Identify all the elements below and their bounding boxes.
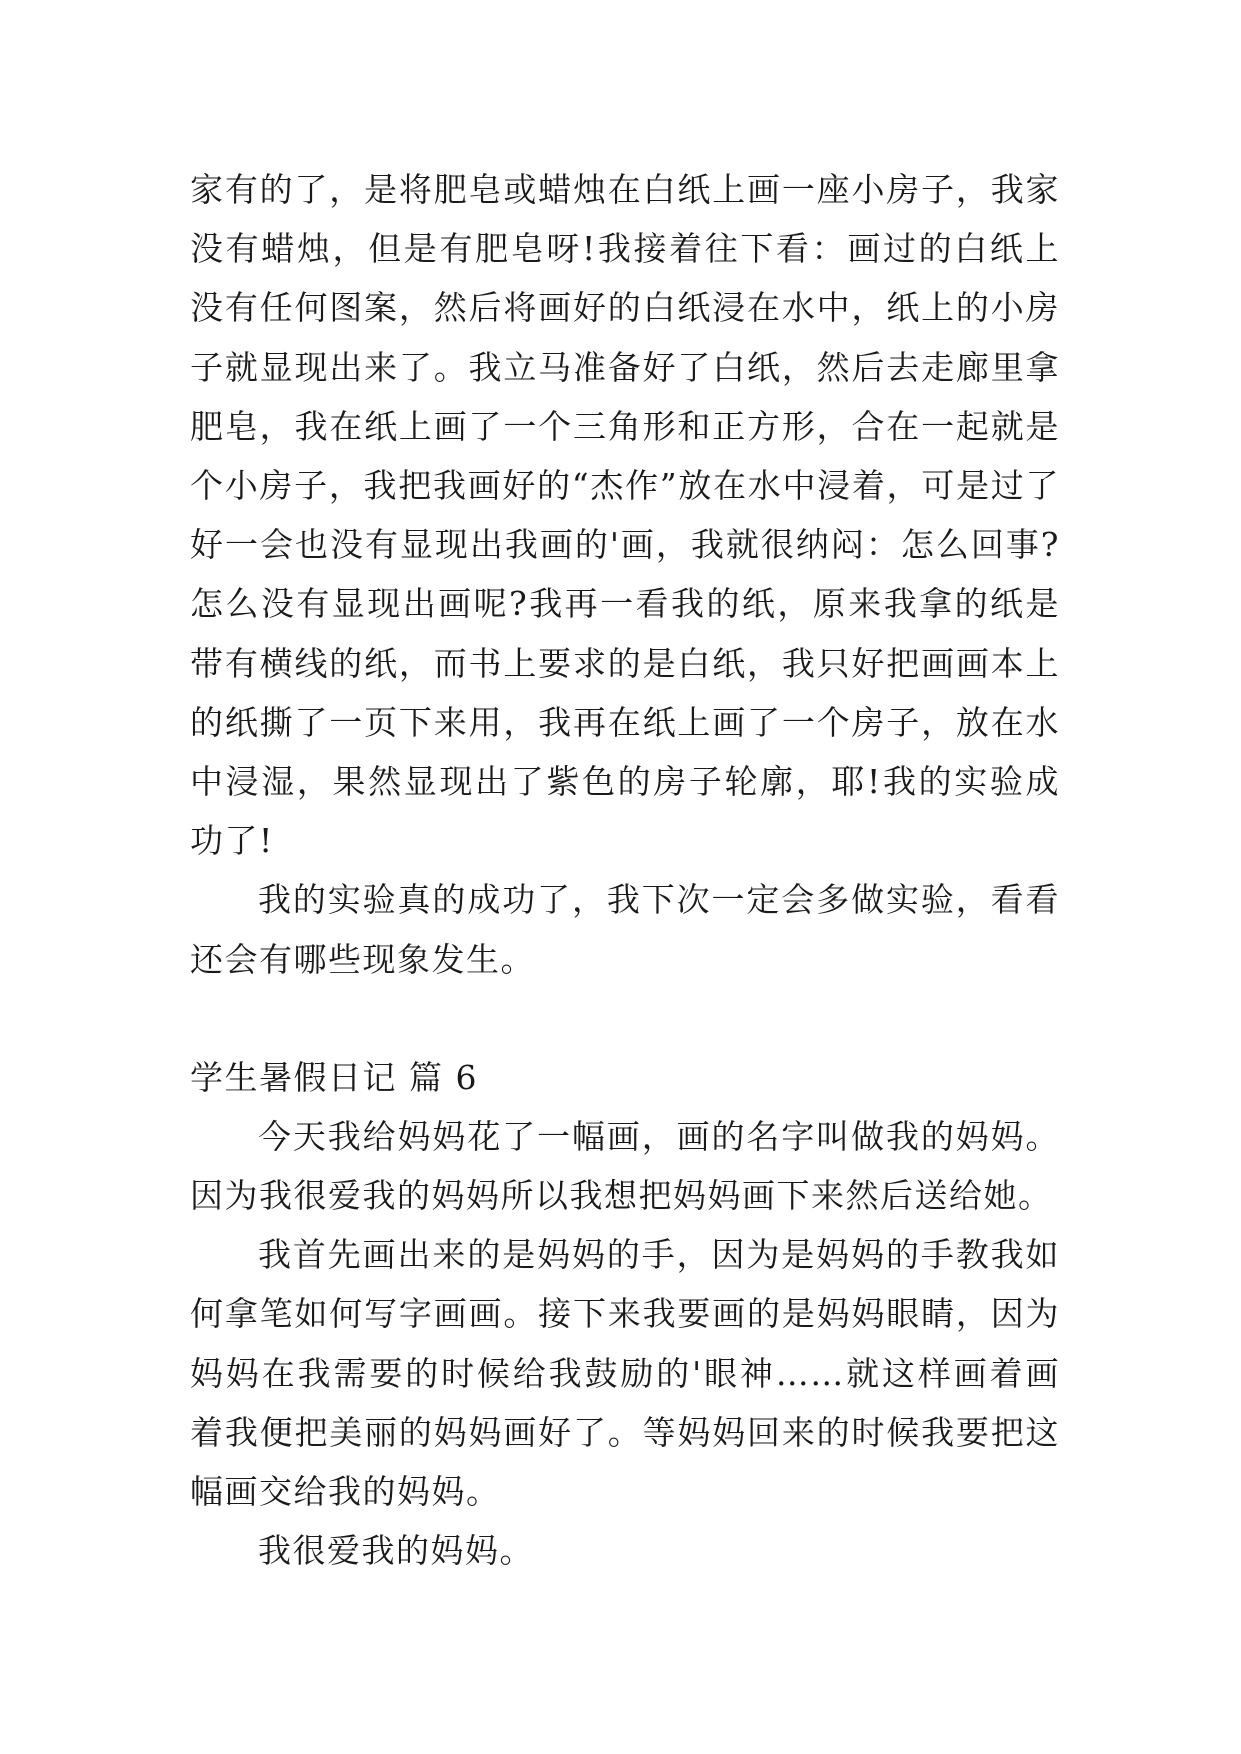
section-title: 学生暑假日记 篇 6: [190, 1057, 478, 1097]
continuation-paragraph-2: 我的实验真的成功了，我下次一定会多做实验，看看还会有哪些现象发生。: [190, 880, 1060, 979]
section-paragraph-3: 我很爱我的妈妈。: [258, 1531, 534, 1571]
section-paragraph-1: 今天我给妈妈花了一幅画，画的名字叫做我的妈妈。因为我很爱我的妈妈所以我想把妈妈画下来然后送给她。: [190, 1116, 1060, 1216]
section-spacer: [190, 989, 1060, 1048]
continuation-paragraph-1: 家有的了，是将肥皂或蜡烛在白纸上画一座小房子，我家没有蜡烛，但是有肥皂呀!我接着往下看：画过的白纸上没有任何图案，然后将画好的白纸浸在水中，纸上的小房子就显现出来了。我立马准备好了白纸，然后去走廊里拿肥皂，我在纸上画了一个三角形和正方形，合在一起就是个小房子，我把我画好的“杰作”放在水中浸着，可是过了好一会也没有显现出我画的'画，我就很纳闷：怎么回事?怎么没有显现出画呢?我再一看我的纸，原来我拿的纸是带有横线的纸，而书上要求的是白纸，我只好把画画本上的纸撕了一页下来用，我再在纸上画了一个房子，放在水中浸湿，果然显现出了紫色的房子轮廓，耶!我的实验成功了!: [190, 170, 1060, 861]
document-body: [190, 160, 1060, 1580]
section-paragraph-2: 我首先画出来的是妈妈的手，因为是妈妈的手教我如何拿笔如何写字画画。接下来我要画的是妈妈眼睛，因为妈妈在我需要的时候给我鼓励的'眼神……就这样画着画着我便把美丽的妈妈画好了。等妈妈回来的时候我要把这幅画交给我的妈妈。: [190, 1235, 1060, 1512]
